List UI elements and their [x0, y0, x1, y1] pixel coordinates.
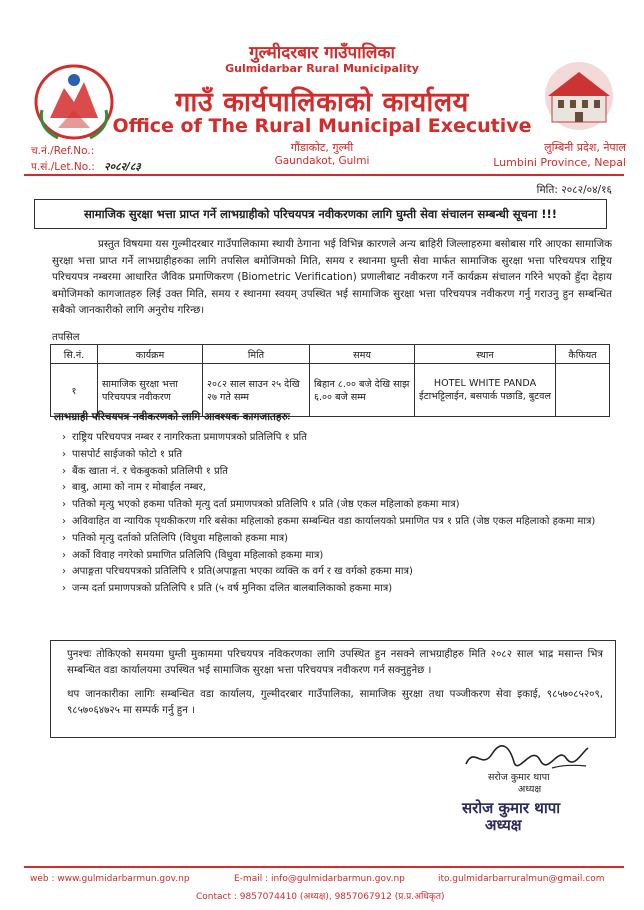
footer-web: web : www.gulmidarbarmun.gov.np: [30, 874, 190, 884]
requirements-title: लाभग्राही परिचयपत्र नवीकरणको लागि आवश्यक कागजातहरुः: [54, 411, 290, 423]
tapsil-label: तपसिल: [52, 332, 80, 343]
table-header-cell: स्थान: [415, 345, 556, 364]
letter-no-row: [31, 160, 141, 174]
schedule-table: [50, 344, 610, 417]
footer-contact: Contact : 9857074410 (अध्यक्ष), 9857067912 (प्र.प्र.अधिकृत): [196, 892, 445, 902]
table-header-cell: कार्यक्रम: [98, 345, 203, 364]
table-cell-time: बिहान ८.०० बजे देखि साझ ६.०० बजे सम्म: [310, 364, 415, 417]
signatory-role: अध्यक्ष: [518, 784, 542, 795]
stamp-name: सरोज कुमार थापा: [462, 799, 561, 817]
province-np: लुम्बिनी प्रदेश, नेपाल: [544, 141, 626, 154]
footer-divider: [24, 866, 624, 868]
list-item: › अर्को विवाह नगरेको प्रमाणित प्रतिलिपि (विधुवा महिलाको हकमा मात्र): [62, 549, 324, 561]
list-item: › अविवाहित वा न्यायिक पृथकीकरण गरि बसेका महिलाको हकमा सम्बन्धित वडा कार्यालयको प्रमाणित पत्र १ प्रति (जेष्ठ एकल महिलाको हकमा मात्र): [62, 515, 596, 527]
stamp-role: अध्यक्ष: [485, 816, 522, 834]
note-postscript: पुनश्चः तोकिएको समयमा घुम्ती मुकाममा परिचयपत्र नविकरणका लागि उपस्थित हुन नसक्ने लाभग्राहीहरु मिति २०८२ साल भाद्र मसान्त भित्र सम्बन्धित वडा कार्यालयमा उपस्थित भई सामाजिक सुरक्षा भत्ता परिचयपत्र नवीकरण गर्न सक्नुहुनेछ ।: [67, 649, 603, 676]
table-cell-sn: १: [51, 364, 98, 417]
location-np: गौंडाकोट, गुल्मी: [290, 141, 354, 154]
table-row: [51, 364, 610, 417]
signatory-name: सरोज कुमार थापा: [488, 772, 550, 783]
table-cell-place: HOTEL WHITE PANDA ईटाभट्टिलाईन, बसपार्क पछाडि, बुटवल: [415, 364, 556, 417]
body-paragraph-text: प्रस्तुत विषयमा यस गुल्मीदरबार गाउँपालिकामा स्थायी ठेगाना भई विभिन्न कारणले अन्य बाहिरी जिल्लाहरुमा बसोबास गरि आएका सामाजिक सुरक्षा भत्ता प्राप्त गर्ने लाभग्राहीहरुका लागि तपसिल बमोजिमको मिति, समय र स्थानमा घुम्ती सेवा मार्फत सामाजिक सुरक्षा भत्ता परिचयपत्र राष्ट्रिय परिचयपत्र नम्बरमा आधारित जैविक प्रमाणिकरण (Biometric Verification) प्रणालीबाट नवीकरण गर्ने कार्यक्रम संचालन गरिने भएको हुँदा देहाय बमोजिमको कागजातहरु लिई उक्त मिति, समय र स्थानमा स्वयम् उपस्थित भई सामाजिक सुरक्षा भत्ता परिचयपत्र नवीकरण गर्नु गराउनु हुन सम्बन्धित सबैको जानकारीको लागि अनुरोध गरिन्छ।: [52, 238, 612, 316]
office-title-en: Office of The Rural Municipal Executive: [112, 115, 532, 137]
province: [493, 140, 626, 170]
list-item: › पतिको मृत्यु दर्ताको प्रतिलिपि (विधुवा महिलाको हकमा मात्र): [62, 532, 289, 544]
municipality-name-np: गुल्मीदरबार गाउँपालिका: [249, 43, 395, 63]
list-item: › बाबु, आमा को नाम र मोबाईल नम्बर,: [62, 482, 206, 494]
ref-no-label: च.नं./Ref.No.:: [31, 145, 95, 157]
table-cell-date: २०८२ साल साउन २५ देखि २७ गते सम्म: [203, 364, 310, 417]
list-item: › पतिको मृत्यु भएको हकमा पतिको मृत्यु दर्ता प्रमाणपत्रको प्रतिलिपि १ प्रति (जेष्ठ एकल महिलाको हकमा मात्र): [62, 499, 460, 511]
body-paragraph: [52, 236, 612, 319]
table-header-cell: सि.नं.: [51, 345, 98, 364]
table-cell-program: सामाजिक सुरक्षा भत्ता परिचयपत्र नवीकरण: [98, 364, 203, 417]
letter-no-label: प.सं./Let.No.:: [31, 161, 95, 173]
footer-email-2: ito.gulmidarbarruralmun@gmail.com: [438, 874, 605, 884]
list-item: › जन्म दर्ता प्रमाणपत्रको प्रतिलिपि १ प्रति (५ वर्ष मुनिका दलित बालबालिकाको हकमा मात्र): [62, 583, 393, 595]
footer-email: E-mail : info@gulmidarbarmun.gov.np: [234, 874, 405, 884]
location-en: Gaundakot, Gulmi: [274, 155, 370, 167]
list-item: › पासपोर्ट साईजको फोटो १ प्रति: [62, 448, 183, 460]
signature-icon: [462, 742, 592, 772]
office-title-np: गाउँ कार्यपालिकाको कार्यालय: [175, 87, 469, 118]
list-item: › राष्ट्रिय परिचयपत्र नम्बर र नागरिकता प्रमाणपत्रको प्रतिलिपि १ प्रति: [62, 432, 307, 443]
table-header-row: [51, 345, 610, 364]
note-box: [50, 640, 616, 738]
requirements-list: [62, 430, 610, 598]
province-en: Lumbini Province, Nepal: [493, 156, 626, 169]
notice-subject-text: सामाजिक सुरक्षा भत्ता प्राप्त गर्ने लाभग्राहीको परिचयपत्र नवीकरणका लागि घुम्ती सेवा संचालन सम्बन्धी सूचना !!!: [83, 206, 558, 221]
header-divider: [24, 174, 624, 176]
letter-date: मिति: २०८२/०४/१६: [536, 184, 612, 196]
letter-no-value: २०८२/८३: [104, 161, 141, 173]
list-item: › बैंक खाता नं. र चेकबुकको प्रतिलिपी १ प्रति: [62, 465, 229, 477]
table-header-cell: कैफियत: [556, 345, 610, 364]
municipality-name-en: Gulmidarbar Rural Municipality: [225, 62, 419, 75]
table-cell-remarks: [556, 364, 610, 417]
notice-subject: [34, 199, 607, 229]
note-contact-info: थप जानकारीका लागिः सम्बन्धित वडा कार्यालय, गुल्मीदरबार गाउँपालिका, सामाजिक सुरक्षा तथा पञ्जीकरण सेवा इकाई, ९८५७०८५२०९, ९८५७०६४७२५ मा सम्पर्क गर्नु हुन ।: [67, 689, 603, 716]
list-item: › अपाङ्गता परिचयपत्रको प्रतिलिपि १ प्रति(अपाङ्गता भएका व्यक्ति क वर्ग र ख वर्गको हकमा मात्र): [62, 566, 413, 578]
table-header-cell: समय: [310, 345, 415, 364]
table-header-cell: मिति: [203, 345, 310, 364]
